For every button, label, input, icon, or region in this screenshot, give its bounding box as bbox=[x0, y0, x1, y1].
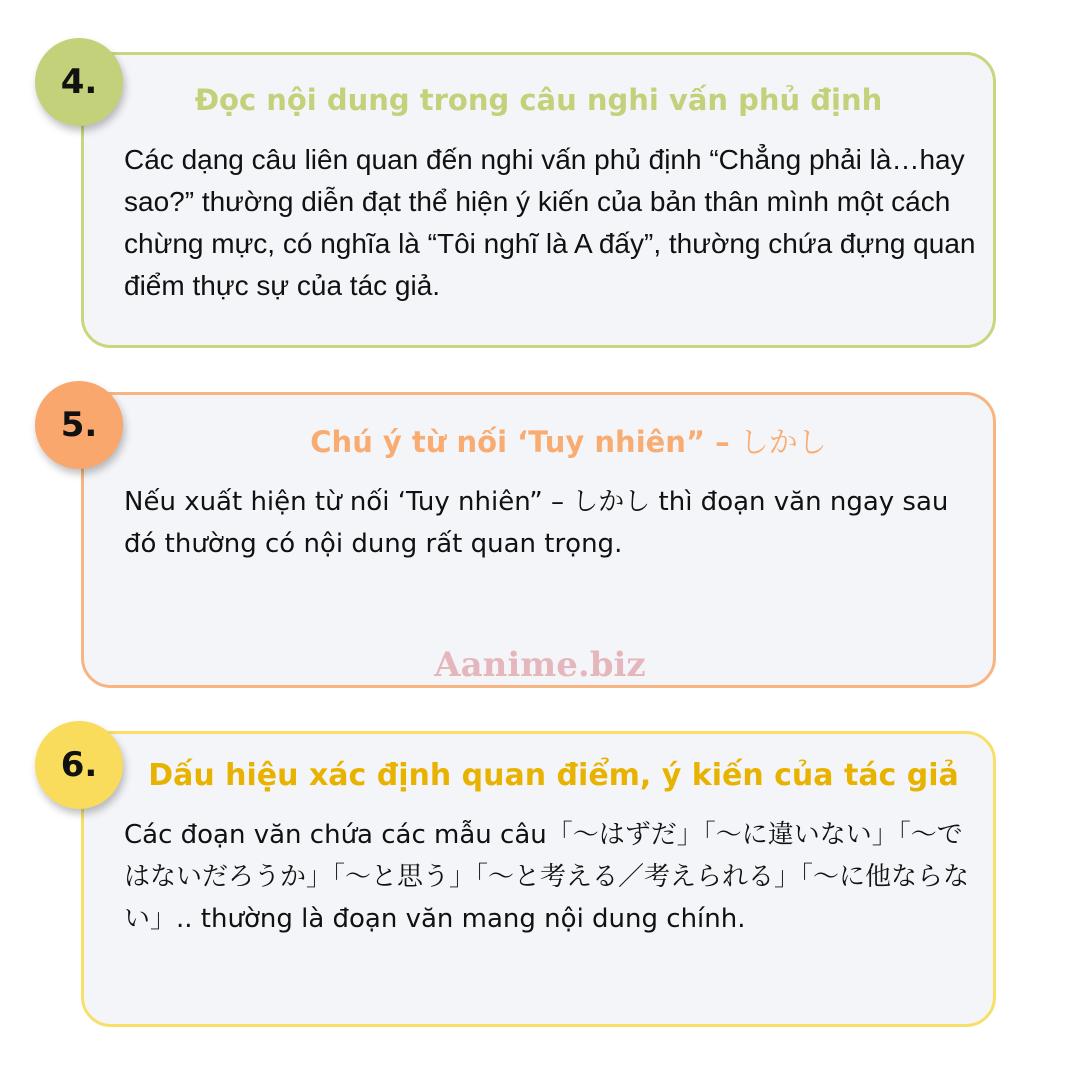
watermark: Aanime.biz bbox=[434, 645, 646, 685]
tip-card-4 bbox=[81, 52, 996, 348]
tip-body-5: Nếu xuất hiện từ nối ‘Tuy nhiên” – しかし thì đoạn văn ngay sau đó thường có nội dung rất quan trọng. bbox=[124, 487, 949, 559]
tip-title-5 bbox=[84, 420, 993, 461]
number-badge-6: 6. bbox=[35, 721, 123, 809]
tip-card-5 bbox=[81, 392, 996, 688]
tip-title-4: Đọc nội dung trong câu nghi vấn phủ định bbox=[194, 83, 883, 117]
tip-body-4: Các dạng câu liên quan đến nghi vấn phủ định “Chẳng phải là…hay sao?” thường diễn đạt thể hiện ý kiến của bản thân mình một cách chừng mực, có nghĩa là “Tôi nghĩ là A đấy”, thường chứa đựng quan điểm thực sự của tác giả. bbox=[124, 144, 976, 301]
number-badge-5: 5. bbox=[35, 381, 123, 469]
tip-card-6 bbox=[81, 731, 996, 1027]
tip-title-5-jp: しかし bbox=[739, 425, 827, 459]
tip-body-6: Các đoạn văn chứa các mẫu câu「〜はずだ」「〜に違いない」「〜ではないだろうか」「〜と思う」「〜と考える／考えられる」「〜に他ならない」.. thường là đoạn văn mang nội dung chính. bbox=[124, 820, 970, 934]
tip-title-6: Dấu hiệu xác định quan điểm, ý kiến của tác giả bbox=[148, 758, 959, 793]
tip-title-5-text: Chú ý từ nối ‘Tuy nhiên” – bbox=[310, 425, 730, 459]
number-badge-4: 4. bbox=[35, 38, 123, 126]
